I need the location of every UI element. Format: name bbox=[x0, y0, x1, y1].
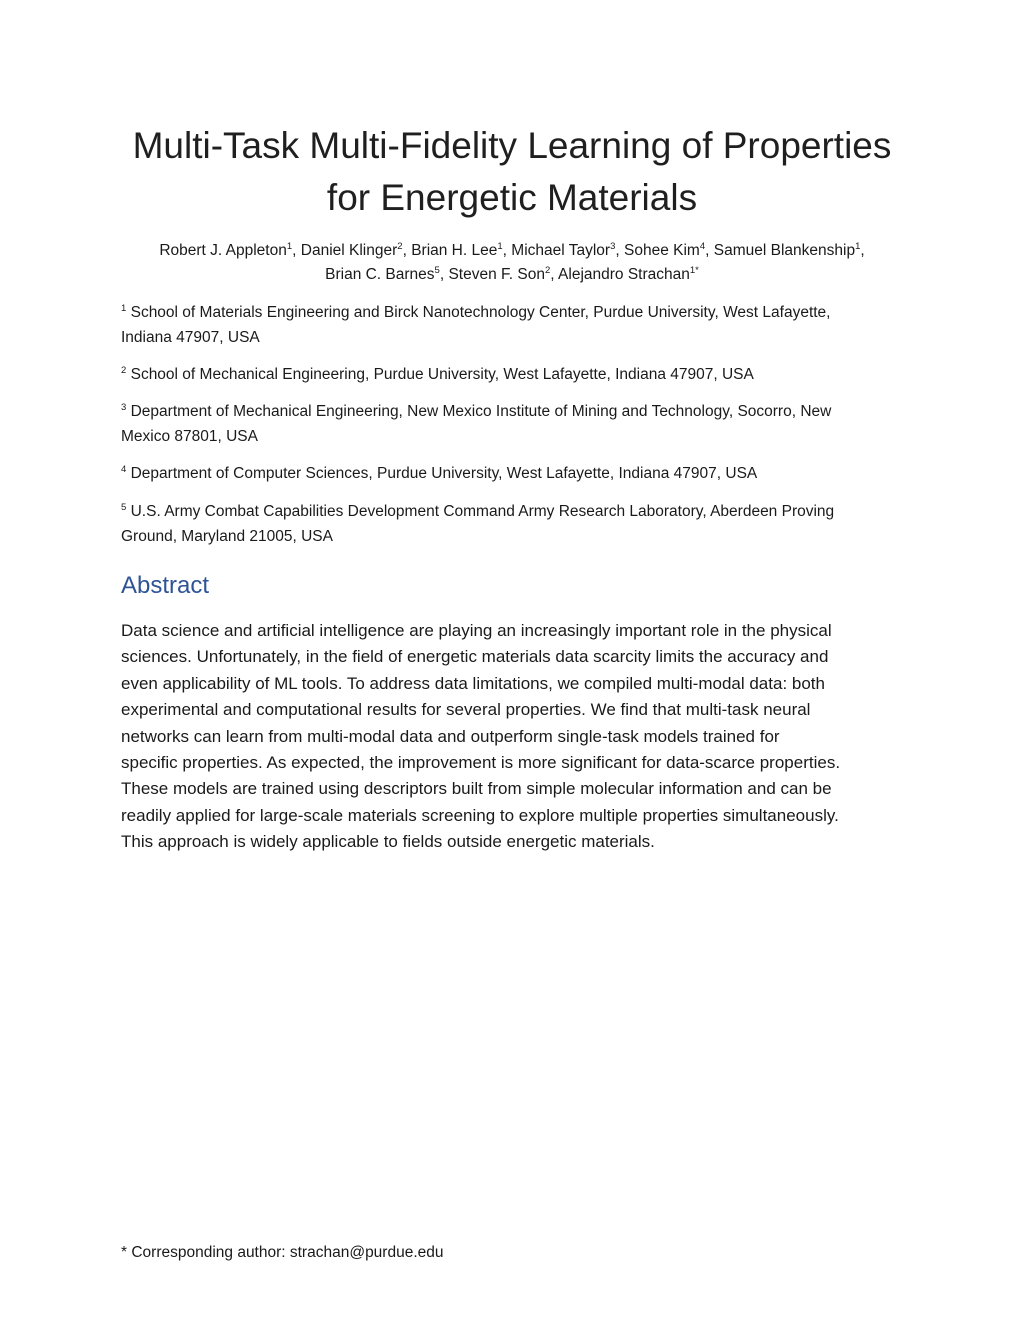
author-line-1 bbox=[100, 239, 924, 263]
affiliation-5: $^5$ U.S. Army Combat Capabilities Development Command Army Research Laboratory, Aberdeen Proving Ground, Maryland 21005, USA bbox=[121, 501, 835, 545]
author: Robert J. Appleton$^1$, bbox=[159, 240, 301, 259]
author: Samuel Blankenship$^1$, bbox=[713, 240, 865, 259]
abstract-line: specific properties. As expected, the improvement is more significant for data-scarce properties. bbox=[121, 753, 841, 773]
affiliation-4: $^4$ Department of Computer Sciences, Purdue University, West Lafayette, Indiana 47907, USA bbox=[121, 463, 758, 482]
author: Sohee Kim$^4$, bbox=[624, 240, 714, 259]
affiliation-3: $^3$ Department of Mechanical Engineering, New Mexico Institute of Mining and Technology, Socorro, New Mexico 87801, USA bbox=[121, 401, 832, 445]
author: Brian C. Barnes$^5$, bbox=[325, 264, 449, 283]
title-line-1: Multi-Task Multi-Fidelity Learning of Properties bbox=[132, 125, 892, 166]
abstract-line: experimental and computational results for several properties. We find that multi-task neural bbox=[121, 700, 811, 720]
author: Brian H. Lee$^1$, bbox=[411, 240, 512, 259]
paper-title bbox=[100, 120, 924, 224]
author: Steven F. Son$^2$, bbox=[448, 264, 559, 283]
abstract-line: even applicability of ML tools. To address data limitations, we compiled multi-modal data: both bbox=[121, 673, 825, 693]
abstract-heading: Abstract bbox=[121, 572, 210, 599]
corresponding-author-footnote: * Corresponding author: strachan@purdue.edu bbox=[121, 1244, 444, 1261]
abstract-line: networks can learn from multi-modal data and outperform single-task models trained for bbox=[121, 726, 780, 746]
affiliation-1: $^1$ School of Materials Engineering and Birck Nanotechnology Center, Purdue University, West Lafayette, Indiana 47907, USA bbox=[121, 302, 831, 346]
author: Daniel Klinger$^2$, bbox=[300, 240, 412, 259]
corresponding-author: Alejandro Strachan$^{1*}$ bbox=[558, 264, 699, 283]
abstract-line: These models are trained using descriptors built from simple molecular information and can be bbox=[121, 779, 832, 799]
author: Michael Taylor$^3$, bbox=[511, 240, 624, 259]
author-line-2 bbox=[100, 263, 924, 287]
title-line-2: for Energetic Materials bbox=[326, 177, 698, 218]
abstract-line: Data science and artificial intelligence are playing an increasingly important role in the physical bbox=[121, 621, 832, 640]
abstract-text bbox=[121, 618, 911, 856]
author-list bbox=[100, 239, 924, 287]
affiliation-2: $^2$ School of Mechanical Engineering, Purdue University, West Lafayette, Indiana 47907, USA bbox=[121, 364, 754, 383]
abstract-line: sciences. Unfortunately, in the field of energetic materials data scarcity limits the accuracy and bbox=[121, 647, 829, 667]
abstract-line: readily applied for large-scale materials screening to explore multiple properties simultaneously. bbox=[121, 805, 839, 825]
abstract-line: This approach is widely applicable to fields outside energetic materials. bbox=[121, 832, 655, 852]
